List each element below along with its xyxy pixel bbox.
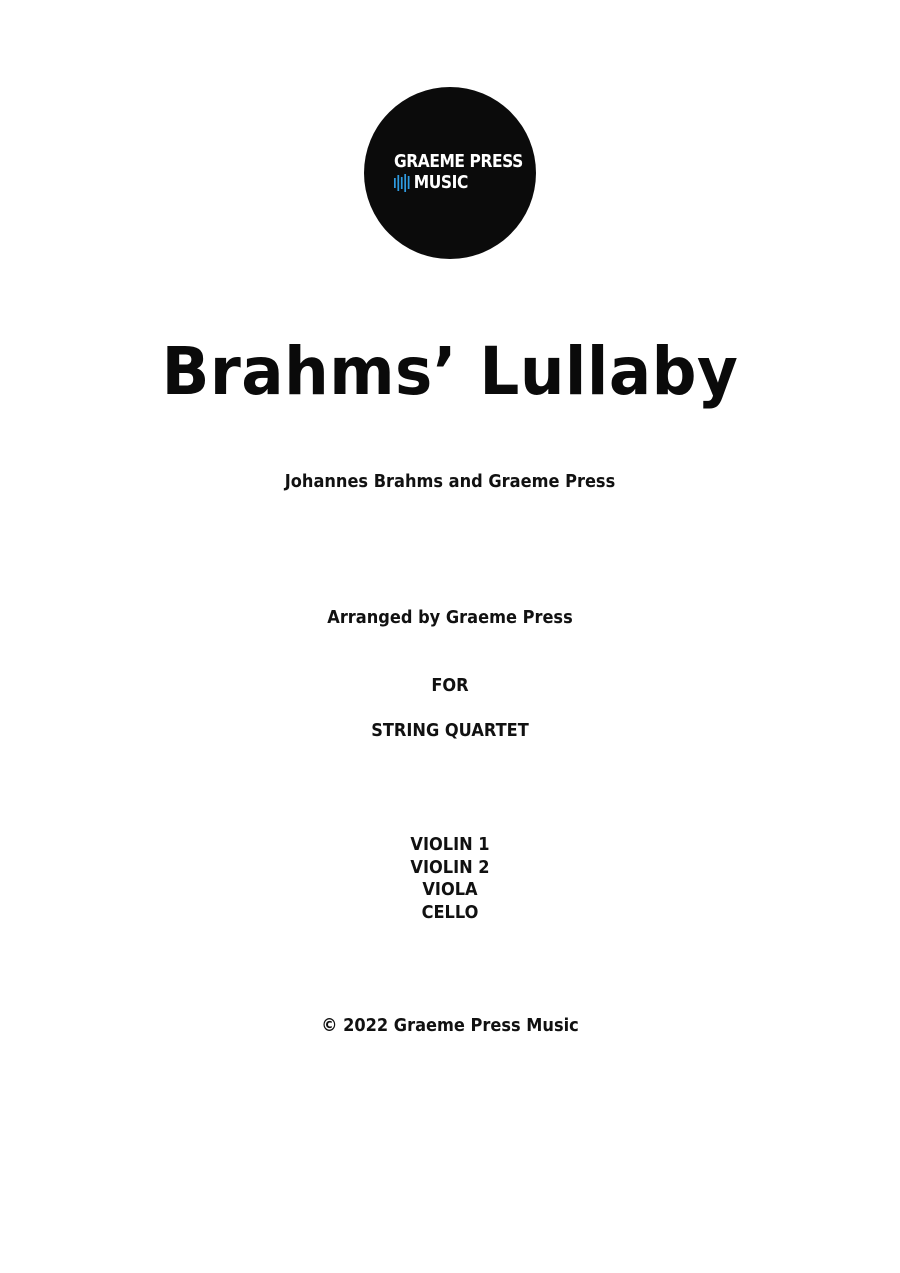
arranger-credit: Arranged by Graeme Press bbox=[327, 607, 573, 628]
logo-line-2-row bbox=[394, 172, 523, 193]
instrument-item: VIOLIN 2 bbox=[410, 856, 490, 878]
logo-line-1: GRAEME PRESS bbox=[394, 151, 523, 172]
logo-wordmark bbox=[394, 151, 523, 193]
ensemble-name: STRING QUARTET bbox=[371, 720, 529, 741]
sound-bars-icon bbox=[394, 174, 411, 192]
publisher-logo bbox=[364, 87, 536, 259]
logo-line-2: MUSIC bbox=[413, 172, 468, 193]
instrument-item: CELLO bbox=[421, 901, 479, 923]
for-label: FOR bbox=[431, 675, 469, 696]
instrument-item: VIOLIN 1 bbox=[410, 834, 490, 855]
instrument-item: VIOLA bbox=[422, 879, 478, 900]
copyright-notice: © 2022 Graeme Press Music bbox=[321, 1015, 579, 1036]
composers-credit: Johannes Brahms and Graeme Press bbox=[284, 471, 616, 492]
page-title: Brahms’ Lullaby bbox=[161, 333, 739, 410]
instrument-list bbox=[0, 834, 900, 924]
